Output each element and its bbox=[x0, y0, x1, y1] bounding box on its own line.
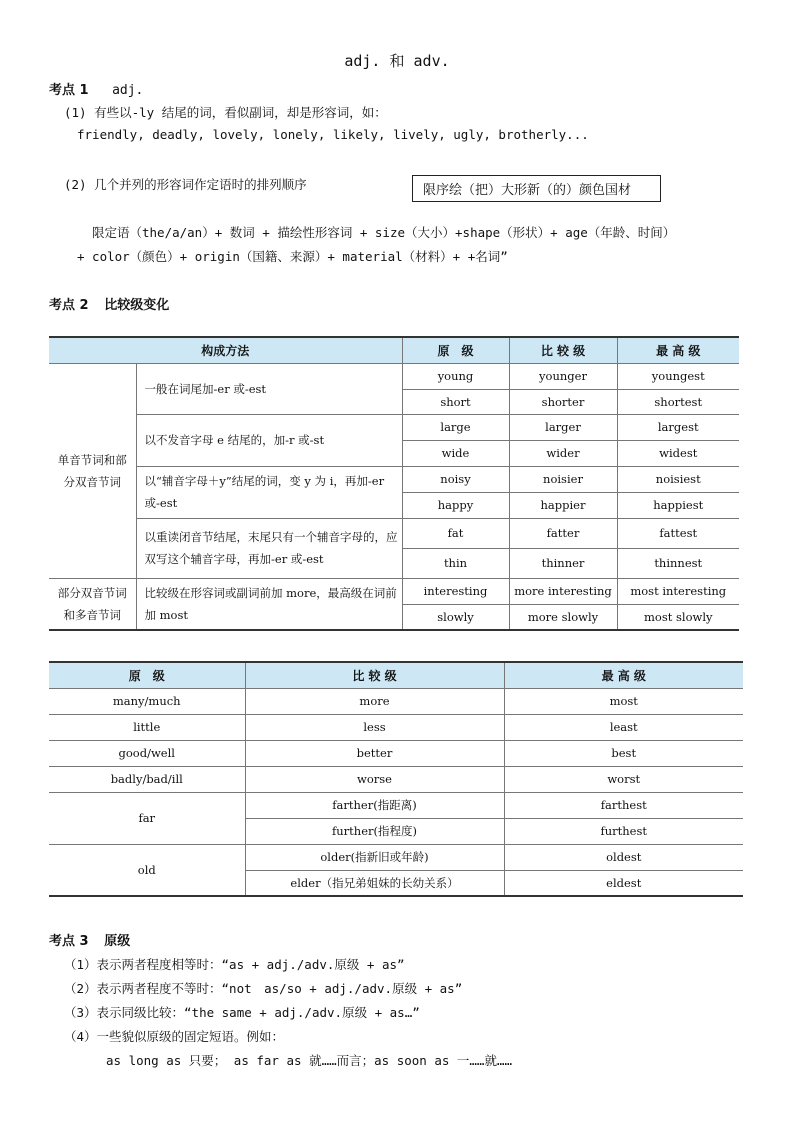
rule-5: 比较级在形容词或副词前加 more，最高级在词前加 most bbox=[136, 578, 402, 630]
cell: thinnest bbox=[617, 548, 739, 578]
cell: least bbox=[504, 714, 743, 740]
cell: elder（指兄弟姐妹的长幼关系） bbox=[245, 870, 504, 896]
section2-label: 考点 2 bbox=[49, 298, 89, 313]
section2-heading bbox=[49, 294, 169, 313]
cell: happy bbox=[402, 492, 509, 518]
group-label-2: 部分双音节词和多音节词 bbox=[49, 578, 136, 630]
header-comparative: 比 较 级 bbox=[509, 337, 617, 363]
cell: fattest bbox=[617, 518, 739, 548]
cell: younger bbox=[509, 363, 617, 389]
cell: worse bbox=[245, 766, 504, 792]
cell: less bbox=[245, 714, 504, 740]
header-superlative: 最 高 级 bbox=[504, 662, 743, 688]
rule-4: 以重读闭音节结尾，末尾只有一个辅音字母的，应双写这个辅音字母，再加-er 或-est bbox=[136, 518, 402, 578]
section3-heading bbox=[49, 930, 130, 949]
cell: good/well bbox=[49, 740, 245, 766]
cell: wider bbox=[509, 440, 617, 466]
rule-2: 以不发音字母 e 结尾的，加-r 或-st bbox=[136, 414, 402, 466]
cell: further(指程度) bbox=[245, 818, 504, 844]
cell: farther(指距离) bbox=[245, 792, 504, 818]
section3-item-1: （1）表示两者程度相等时：“as + adj./adv.原级 + as” bbox=[64, 957, 405, 972]
table-row bbox=[49, 414, 739, 440]
cell: large bbox=[402, 414, 509, 440]
cell: more bbox=[245, 688, 504, 714]
order-line-2: + color（颜色）+ origin（国籍、来源）+ material（材料）+ +名词” bbox=[77, 249, 508, 264]
header-positive: 原 级 bbox=[402, 337, 509, 363]
cell: most slowly bbox=[617, 604, 739, 630]
comparison-rules-table bbox=[49, 336, 739, 631]
section3-heading-text: 原级 bbox=[104, 934, 131, 949]
table-row bbox=[49, 466, 739, 492]
cell: thin bbox=[402, 548, 509, 578]
table-row bbox=[49, 766, 743, 792]
cell: most interesting bbox=[617, 578, 739, 604]
table-row bbox=[49, 518, 739, 548]
table-row bbox=[49, 578, 739, 604]
group-label-1: 单音节词和部分双音节词 bbox=[49, 363, 136, 578]
section3-item-3: （3）表示同级比较：“the same + adj./adv.原级 + as…” bbox=[64, 1005, 420, 1020]
cell: little bbox=[49, 714, 245, 740]
section1-label: 考点 1 bbox=[49, 83, 89, 98]
cell: farthest bbox=[504, 792, 743, 818]
cell: slowly bbox=[402, 604, 509, 630]
cell: far bbox=[49, 792, 245, 844]
cell: happier bbox=[509, 492, 617, 518]
header-method: 构成方法 bbox=[49, 337, 402, 363]
cell: oldest bbox=[504, 844, 743, 870]
section3-phrases: as long as 只要； as far as 就……而言；as soon as 一……就…… bbox=[106, 1053, 513, 1068]
section2-heading-text: 比较级变化 bbox=[104, 298, 170, 313]
cell: eldest bbox=[504, 870, 743, 896]
cell: larger bbox=[509, 414, 617, 440]
cell: happiest bbox=[617, 492, 739, 518]
cell: shortest bbox=[617, 389, 739, 414]
table-row bbox=[49, 688, 743, 714]
cell: shorter bbox=[509, 389, 617, 414]
cell: more slowly bbox=[509, 604, 617, 630]
cell: older(指新旧或年龄) bbox=[245, 844, 504, 870]
cell: furthest bbox=[504, 818, 743, 844]
table-header-row bbox=[49, 662, 743, 688]
table-row bbox=[49, 844, 743, 870]
table-row bbox=[49, 363, 739, 389]
cell: fatter bbox=[509, 518, 617, 548]
cell: interesting bbox=[402, 578, 509, 604]
cell: most bbox=[504, 688, 743, 714]
rule-1: 一般在词尾加-er 或-est bbox=[136, 363, 402, 414]
cell: badly/bad/ill bbox=[49, 766, 245, 792]
section1-heading-text: adj. bbox=[112, 83, 144, 98]
cell: old bbox=[49, 844, 245, 896]
cell: many/much bbox=[49, 688, 245, 714]
cell: more interesting bbox=[509, 578, 617, 604]
table-row bbox=[49, 792, 743, 818]
cell: youngest bbox=[617, 363, 739, 389]
header-superlative: 最 高 级 bbox=[617, 337, 739, 363]
section1-item2: (2) 几个并列的形容词作定语时的排列顺序 bbox=[64, 177, 307, 192]
cell: best bbox=[504, 740, 743, 766]
cell: largest bbox=[617, 414, 739, 440]
cell: wide bbox=[402, 440, 509, 466]
section1-heading bbox=[49, 79, 143, 98]
section3-label: 考点 3 bbox=[49, 934, 89, 949]
page-title: adj. 和 adv. bbox=[344, 52, 450, 70]
section1-item1: (1) 有些以-ly 结尾的词，看似副词，却是形容词，如： bbox=[64, 105, 387, 120]
cell: noisy bbox=[402, 466, 509, 492]
cell: noisier bbox=[509, 466, 617, 492]
mnemonic-box: 限序绘（把）大形新（的）颜色国材 bbox=[412, 175, 661, 202]
header-positive: 原 级 bbox=[49, 662, 245, 688]
cell: noisiest bbox=[617, 466, 739, 492]
cell: short bbox=[402, 389, 509, 414]
section3-item-2: （2）表示两者程度不等时：“not as/so + adj./adv.原级 + as” bbox=[64, 981, 463, 996]
cell: widest bbox=[617, 440, 739, 466]
order-line-1: 限定语（the/a/an）+ 数词 + 描绘性形容词 + size（大小）+shape（形状）+ age（年龄、时间） bbox=[92, 225, 676, 240]
cell: thinner bbox=[509, 548, 617, 578]
rule-3: 以“辅音字母＋y”结尾的词，变 y 为 i，再加-er 或-est bbox=[136, 466, 402, 518]
cell: young bbox=[402, 363, 509, 389]
table-header-row bbox=[49, 337, 739, 363]
section1-examples: friendly, deadly, lovely, lonely, likely, lively, ugly, brotherly... bbox=[77, 127, 589, 142]
cell: worst bbox=[504, 766, 743, 792]
header-comparative: 比 较 级 bbox=[245, 662, 504, 688]
cell: better bbox=[245, 740, 504, 766]
cell: fat bbox=[402, 518, 509, 548]
table-row bbox=[49, 714, 743, 740]
section3-item-4: （4）一些貌似原级的固定短语。例如： bbox=[64, 1029, 285, 1044]
irregular-comparison-table bbox=[49, 661, 743, 897]
table-row bbox=[49, 740, 743, 766]
